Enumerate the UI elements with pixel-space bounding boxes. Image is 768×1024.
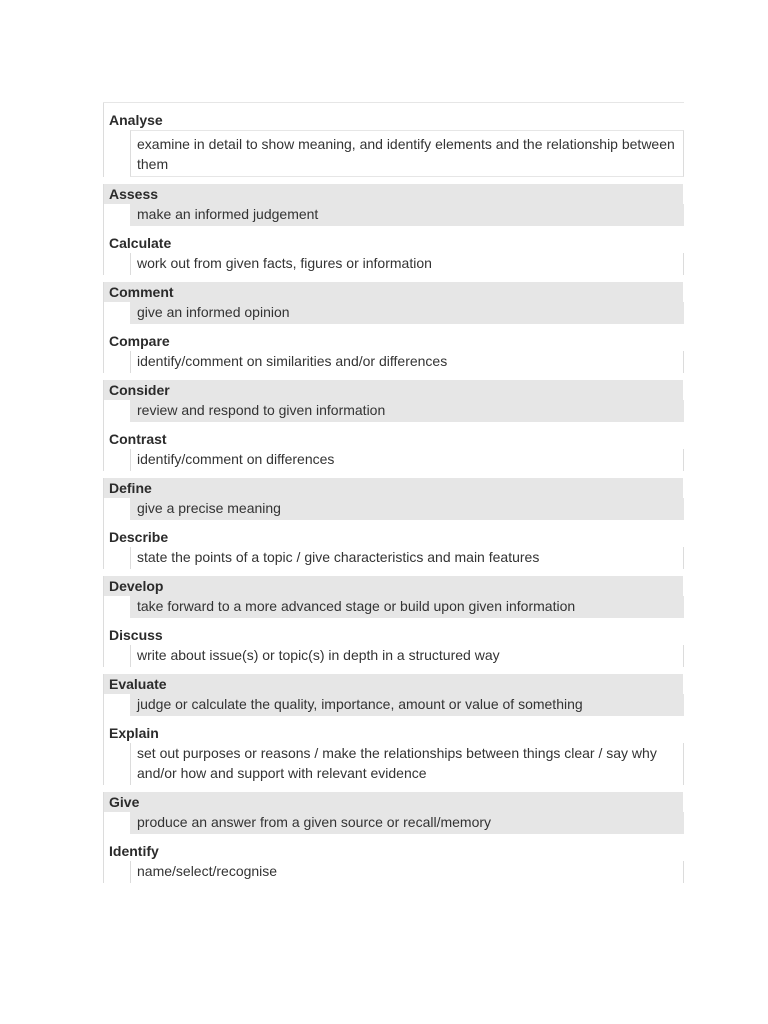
definition: state the points of a topic / give characteristics and main features [130, 547, 684, 569]
glossary-entry [103, 380, 684, 422]
term: Contrast [109, 431, 167, 447]
definition: write about issue(s) or topic(s) in depth in a structured way [130, 645, 684, 667]
glossary-entry [103, 520, 684, 569]
glossary-entry [103, 324, 684, 373]
glossary-entry [103, 282, 684, 324]
term: Give [104, 792, 683, 812]
glossary-entry [103, 422, 684, 471]
glossary-entry [103, 478, 684, 520]
definition: make an informed judgement [130, 204, 684, 226]
definition: produce an answer from a given source or recall/memory [130, 812, 684, 834]
definition: examine in detail to show meaning, and identify elements and the relationship between them [130, 130, 684, 177]
glossary-entry [103, 716, 684, 785]
definition: identify/comment on differences [130, 449, 684, 471]
definition: name/select/recognise [130, 861, 684, 883]
definition: review and respond to given information [130, 400, 684, 422]
glossary-entry [103, 618, 684, 667]
definition: take forward to a more advanced stage or build upon given information [130, 596, 684, 618]
definition: give an informed opinion [130, 302, 684, 324]
definition: judge or calculate the quality, importance, amount or value of something [130, 694, 684, 716]
term: Explain [109, 725, 159, 741]
term: Calculate [109, 235, 172, 251]
glossary-entry [103, 184, 684, 226]
term: Comment [104, 282, 683, 302]
term: Compare [109, 333, 170, 349]
term: Consider [104, 380, 683, 400]
term: Analyse [109, 112, 163, 128]
glossary-entry [103, 834, 684, 883]
term: Evaluate [104, 674, 683, 694]
glossary-entry [103, 792, 684, 834]
term: Discuss [109, 627, 163, 643]
term: Assess [104, 184, 683, 204]
term: Develop [104, 576, 683, 596]
term: Identify [109, 843, 159, 859]
term: Define [104, 478, 683, 498]
glossary-list [103, 102, 684, 883]
glossary-entry [103, 674, 684, 716]
glossary-entry [103, 576, 684, 618]
definition: set out purposes or reasons / make the relationships between things clear / say why and/or how and support with relevant evidence [130, 743, 684, 785]
glossary-entry [103, 103, 684, 177]
definition: work out from given facts, figures or information [130, 253, 684, 275]
definition: give a precise meaning [130, 498, 684, 520]
term: Describe [109, 529, 169, 545]
glossary-entry [103, 226, 684, 275]
definition: identify/comment on similarities and/or differences [130, 351, 684, 373]
